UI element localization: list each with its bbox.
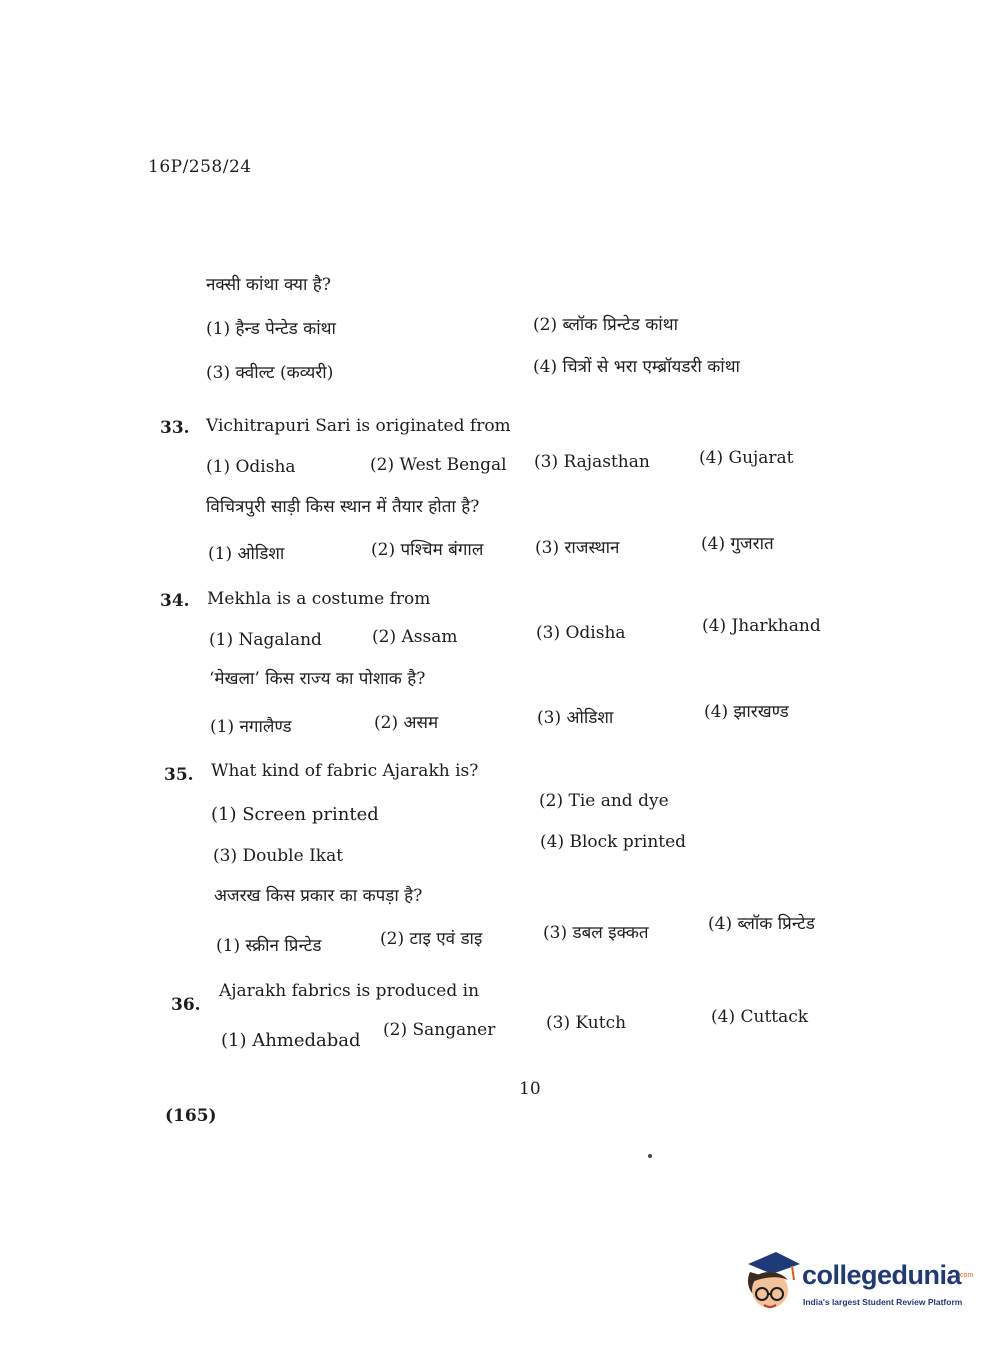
q35-text-hindi: अजरख किस प्रकार का कपड़ा है?	[214, 886, 423, 906]
q32-option-4-hindi: (4) चित्रों से भरा एम्ब्रॉयडरी कांथा	[533, 357, 740, 377]
q35-option-1: (1) Screen printed	[211, 804, 379, 825]
q32-option-1-hindi: (1) हैन्ड पेन्टेड कांथा	[206, 319, 336, 339]
q34-option-3-hindi: (3) ओडिशा	[537, 708, 614, 728]
collegedunia-logo	[742, 1250, 972, 1314]
scan-speck	[648, 1154, 652, 1158]
q33-option-3: (3) Rajasthan	[534, 452, 650, 472]
q35-text: What kind of fabric Ajarakh is?	[211, 761, 479, 781]
logo-domain-suffix: .com	[958, 1272, 974, 1279]
q33-text-hindi: विचित्रपुरी साड़ी किस स्थान में तैयार होता है?	[206, 497, 480, 517]
q35-option-2: (2) Tie and dye	[539, 791, 669, 811]
paper-code: 16P/258/24	[148, 157, 252, 177]
q33-option-1: (1) Odisha	[206, 457, 296, 477]
q36-number: 36.	[171, 995, 201, 1015]
q33-option-4: (4) Gujarat	[699, 448, 794, 468]
q34-number: 34.	[160, 591, 190, 611]
q35-option-3-hindi: (3) डबल इक्कत	[543, 923, 649, 943]
q34-text: Mekhla is a costume from	[207, 589, 431, 609]
page-number: 10	[519, 1079, 541, 1099]
q34-option-3: (3) Odisha	[536, 623, 626, 643]
q32-question-hindi: नक्सी कांथा क्या है?	[206, 275, 331, 295]
q36-option-4: (4) Cuttack	[711, 1007, 809, 1027]
q33-number: 33.	[160, 418, 190, 438]
q34-option-2-hindi: (2) असम	[374, 713, 439, 733]
q32-option-2-hindi: (2) ब्लॉक प्रिन्टेड कांथा	[533, 315, 678, 335]
q34-option-1-hindi: (1) नगालैण्ड	[210, 717, 292, 737]
logo-tagline: India's largest Student Review Platform	[803, 1297, 963, 1307]
q33-text: Vichitrapuri Sari is originated from	[206, 416, 511, 436]
q34-option-4-hindi: (4) झारखण्ड	[704, 702, 789, 722]
q35-option-1-hindi: (1) स्क्रीन प्रिन्टेड	[216, 936, 322, 956]
q36-option-2: (2) Sanganer	[383, 1020, 496, 1040]
mascot-icon	[742, 1250, 800, 1314]
q35-option-3: (3) Double Ikat	[213, 846, 344, 866]
q34-option-1: (1) Nagaland	[209, 630, 322, 650]
q35-number: 35.	[164, 765, 194, 785]
q33-option-2-hindi: (2) पश्चिम बंगाल	[371, 540, 484, 560]
q35-option-4: (4) Block printed	[540, 832, 687, 852]
q34-text-hindi: ‘मेखला’ किस राज्य का पोशाक है?	[209, 669, 426, 689]
q36-option-3: (3) Kutch	[546, 1013, 627, 1033]
q32-option-3-hindi: (3) क्वील्ट (कव्यरी)	[206, 363, 334, 383]
q33-option-4-hindi: (4) गुजरात	[701, 534, 774, 554]
q34-option-4: (4) Jharkhand	[702, 616, 821, 636]
q33-option-1-hindi: (1) ओडिशा	[208, 544, 285, 564]
q36-text: Ajarakh fabrics is produced in	[219, 981, 480, 1001]
logo-brand-name: collegedunia	[802, 1260, 962, 1290]
q33-option-3-hindi: (3) राजस्थान	[535, 538, 620, 558]
q36-option-1: (1) Ahmedabad	[221, 1030, 361, 1051]
q35-option-2-hindi: (2) टाइ एवं डाइ	[380, 929, 483, 949]
q35-option-4-hindi: (4) ब्लॉक प्रिन्टेड	[708, 914, 815, 934]
q33-option-2: (2) West Bengal	[370, 455, 507, 475]
q34-option-2: (2) Assam	[372, 627, 458, 647]
footer-code: (165)	[165, 1106, 217, 1126]
